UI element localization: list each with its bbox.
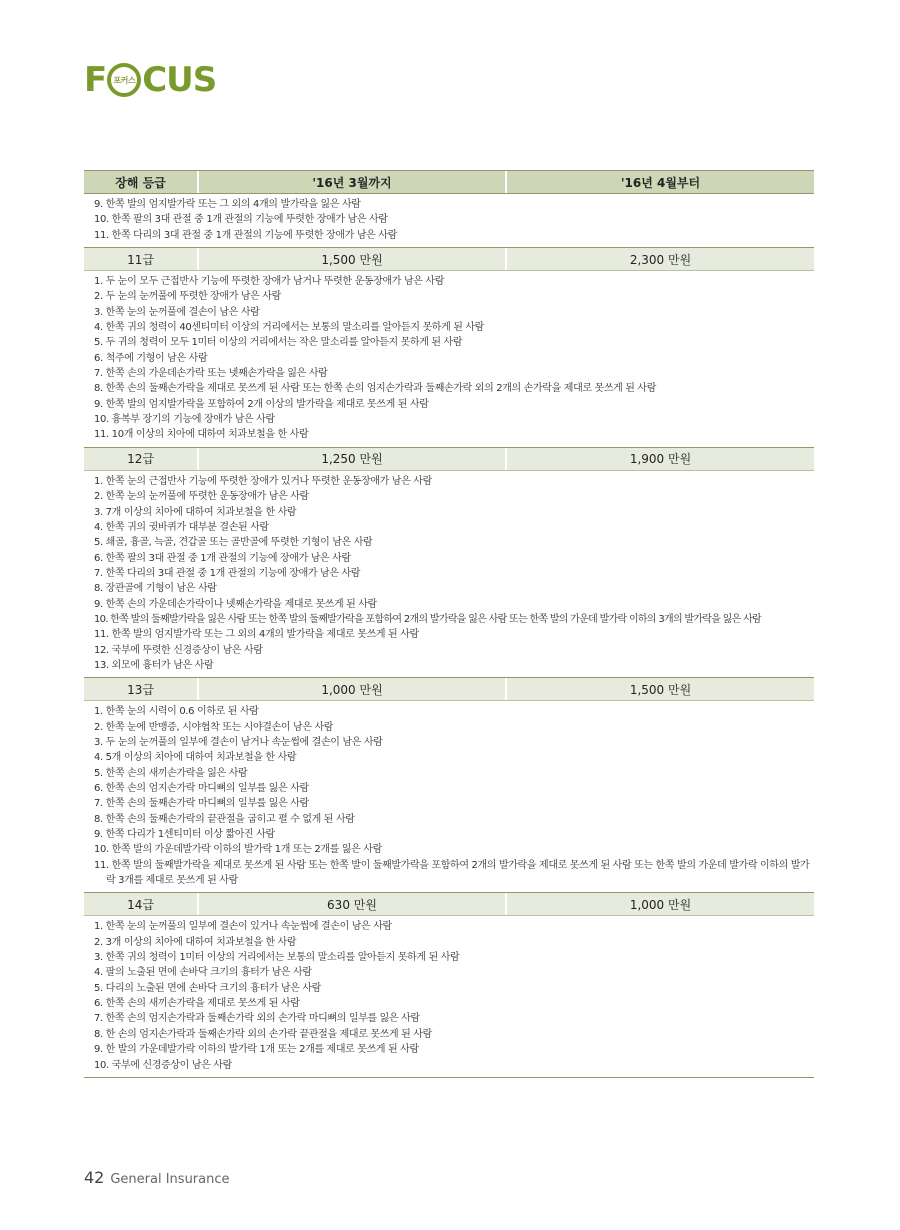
list-item: 10. 흉복부 장기의 기능에 장애가 남은 사람 (94, 414, 275, 426)
grade-row-11 (84, 247, 814, 271)
list-item: 1. 한쪽 눈의 눈꺼풀의 일부에 결손이 있거나 속눈썹에 결손이 남은 사람 (94, 921, 392, 933)
page-footer (84, 1168, 230, 1187)
list-item: 11. 한쪽 발의 둘째발가락을 제대로 못쓰게 된 사람 또는 한쪽 발이 둘째발가락을 포함하여 2개의 발가락을 제대로 못쓰게 된 사람 또는 한쪽 발의 가운데 발가락 이하의 발가락 3개를 제대로 못쓰게 된 사람 (94, 859, 810, 887)
magazine-name: General Insurance (110, 1172, 230, 1187)
list-item: 9. 한쪽 다리가 1센티미터 이상 짧아진 사람 (94, 829, 275, 841)
grade-label: 14급 (127, 897, 154, 912)
amount-before: 1,000 만원 (197, 678, 505, 700)
list-item: 3. 한쪽 눈의 눈꺼풀에 결손이 남은 사람 (94, 306, 260, 318)
list-item: 6. 한쪽 팔의 3대 관절 중 1개 관절의 기능에 장애가 남은 사람 (94, 552, 351, 564)
page-number: 42 (84, 1168, 105, 1187)
pre-items-list (84, 194, 814, 247)
list-item: 5. 두 귀의 청력이 모두 1미터 이상의 거리에서는 작은 말소리를 알아듣지 못하게 된 사람 (94, 337, 463, 349)
list-item: 11. 10개 이상의 치아에 대하여 치과보철을 한 사람 (94, 429, 309, 441)
list-item: 9. 한쪽 발의 엄지발가락 또는 그 외의 4개의 발가락을 잃은 사람 (94, 199, 361, 210)
logo-letters-cus: CUS (142, 60, 217, 100)
list-item: 10. 한쪽 팔의 3대 관절 중 1개 관절의 기능에 뚜렷한 장애가 남은 사람 (94, 214, 388, 226)
grade-row-14 (84, 892, 814, 916)
list-item: 9. 한쪽 발의 엄지발가락을 포함하여 2개 이상의 발가락을 제대로 못쓰게 된 사람 (94, 398, 429, 410)
list-item: 7. 한쪽 손의 가운데손가락 또는 넷째손가락을 잃은 사람 (94, 368, 328, 380)
logo-letter-f: F (84, 60, 107, 100)
header-until-march-16: '16년 3월까지 (197, 171, 505, 193)
amount-after: 1,500 만원 (505, 678, 814, 700)
grade-label: 12급 (127, 452, 154, 467)
list-item: 9. 한 발의 가운데발가락 이하의 발가락 1개 또는 2개를 제대로 못쓰게 된 사람 (94, 1044, 419, 1056)
list-item: 8. 장관골에 기형이 남은 사람 (94, 583, 217, 595)
amount-after: 2,300 만원 (505, 248, 814, 270)
disability-grade-table (84, 170, 814, 1078)
list-item: 9. 한쪽 손의 가운데손가락이나 넷째손가락을 제대로 못쓰게 된 사람 (94, 598, 377, 610)
list-item: 6. 한쪽 손의 엄지손가락 마디뼈의 일부를 잃은 사람 (94, 783, 309, 794)
list-item: 6. 척주에 기형이 남은 사람 (94, 352, 208, 364)
amount-after: 1,000 만원 (505, 893, 814, 915)
list-item: 8. 한쪽 손의 둘째손가락을 제대로 못쓰게 된 사람 또는 한쪽 손의 엄지손가락과 둘째손가락 외의 2개의 손가락을 제대로 못쓰게 된 사람 (94, 383, 657, 395)
list-item: 3. 한쪽 귀의 청력이 1미터 이상의 거리에서는 보통의 말소리를 알아듣지 못하게 된 사람 (94, 952, 460, 964)
list-item: 7. 한쪽 손의 엄지손가락과 둘째손가락 외의 손가락 마디뼈의 일부를 잃은 사람 (94, 1013, 420, 1025)
list-item: 3. 두 눈의 눈꺼풀의 일부에 결손이 남거나 속눈썹에 결손이 남은 사람 (94, 736, 383, 748)
list-item: 5. 한쪽 손의 새끼손가락을 잃은 사람 (94, 767, 248, 779)
list-item: 13. 외모에 흉터가 남은 사람 (94, 659, 214, 671)
amount-before: 1,500 만원 (197, 248, 505, 270)
list-item: 4. 한쪽 귀의 청력이 40센티미터 이상의 거리에서는 보통의 말소리를 알아듣지 못하게 된 사람 (94, 322, 484, 334)
list-item: 5. 쇄골, 흉골, 늑골, 견갑골 또는 골반골에 뚜렷한 기형이 남은 사람 (94, 537, 373, 549)
logo-ring-icon (107, 63, 141, 97)
list-item: 8. 한쪽 손의 둘째손가락의 끝관절을 굽히고 펼 수 없게 된 사람 (94, 813, 355, 825)
list-item: 10. 한쪽 발의 가운데발가락 이하의 발가락 1개 또는 2개를 잃은 사람 (94, 844, 382, 856)
list-item: 1. 두 눈이 모두 근접반사 기능에 뚜렷한 장애가 남거나 뚜렷한 운동장애가 남은 사람 (94, 276, 445, 288)
list-item: 2. 3개 이상의 치아에 대하여 치과보철을 한 사람 (94, 936, 297, 948)
header-grade: 장해 등급 (115, 175, 166, 190)
list-item: 11. 한쪽 발의 엄지발가락 또는 그 외의 4개의 발가락을 제대로 못쓰게 된 사람 (94, 629, 419, 641)
list-item: 7. 한쪽 다리의 3대 관절 중 1개 관절의 기능에 장애가 남은 사람 (94, 567, 361, 579)
list-item: 2. 두 눈의 눈꺼풀에 뚜렷한 장애가 남은 사람 (94, 291, 281, 303)
grade-13-items (84, 701, 814, 892)
list-item: 12. 국부에 뚜렷한 신경증상이 남은 사람 (94, 644, 263, 656)
list-item: 1. 한쪽 눈의 근접반사 기능에 뚜렷한 장애가 있거나 뚜렷한 운동장애가 남은 사람 (94, 475, 432, 487)
logo-ring-text: 포커스 (113, 75, 136, 85)
table-header-row (84, 170, 814, 194)
list-item: 5. 다리의 노출된 면에 손바닥 크기의 흉터가 남은 사람 (94, 982, 321, 994)
list-item: 2. 한쪽 눈의 눈꺼풀에 뚜렷한 운동장애가 남은 사람 (94, 491, 309, 503)
list-item: 11. 한쪽 다리의 3대 관절 중 1개 관절의 기능에 뚜렷한 장애가 남은 사람 (94, 229, 397, 241)
grade-14-items (84, 916, 814, 1076)
list-item: 3. 7개 이상의 치아에 대하여 치과보철을 한 사람 (94, 506, 297, 518)
grade-label: 13급 (127, 682, 154, 697)
list-item: 10. 한쪽 발의 둘째발가락을 잃은 사람 또는 한쪽 발의 둘째발가락을 포함하여 2개의 발가락을 잃은 사람 또는 한쪽 발의 가운데 발가락 이하의 3개의 발가락을 잃은 사람 (94, 613, 762, 625)
list-item: 8. 한 손의 엄지손가락과 둘째손가락 외의 손가락 끝관절을 제대로 못쓰게 된 사람 (94, 1028, 432, 1040)
list-item: 1. 한쪽 눈의 시력이 0.6 이하로 된 사람 (94, 706, 259, 718)
list-item: 6. 한쪽 손의 새끼손가락을 제대로 못쓰게 된 사람 (94, 998, 300, 1010)
list-item: 7. 한쪽 손의 둘째손가락 마디뼈의 일부를 잃은 사람 (94, 798, 309, 810)
focus-logo (84, 60, 216, 100)
list-item: 10. 국부에 신경증상이 남은 사람 (94, 1059, 232, 1071)
list-item: 2. 한쪽 눈에 반맹증, 시야협착 또는 시야결손이 남은 사람 (94, 721, 334, 733)
table-bottom-rule (84, 1077, 814, 1078)
amount-after: 1,900 만원 (505, 448, 814, 470)
list-item: 4. 한쪽 귀의 귓바퀴가 대부분 결손된 사람 (94, 521, 269, 533)
list-item: 4. 팔의 노출된 면에 손바닥 크기의 흉터가 남은 사람 (94, 967, 312, 979)
amount-before: 630 만원 (197, 893, 505, 915)
grade-label: 11급 (127, 252, 154, 267)
header-from-april-16: '16년 4월부터 (505, 171, 814, 193)
grade-row-12 (84, 447, 814, 471)
grade-11-items (84, 271, 814, 447)
amount-before: 1,250 만원 (197, 448, 505, 470)
list-item: 4. 5개 이상의 치아에 대하여 치과보철을 한 사람 (94, 752, 297, 764)
grade-12-items (84, 471, 814, 677)
grade-row-13 (84, 677, 814, 701)
